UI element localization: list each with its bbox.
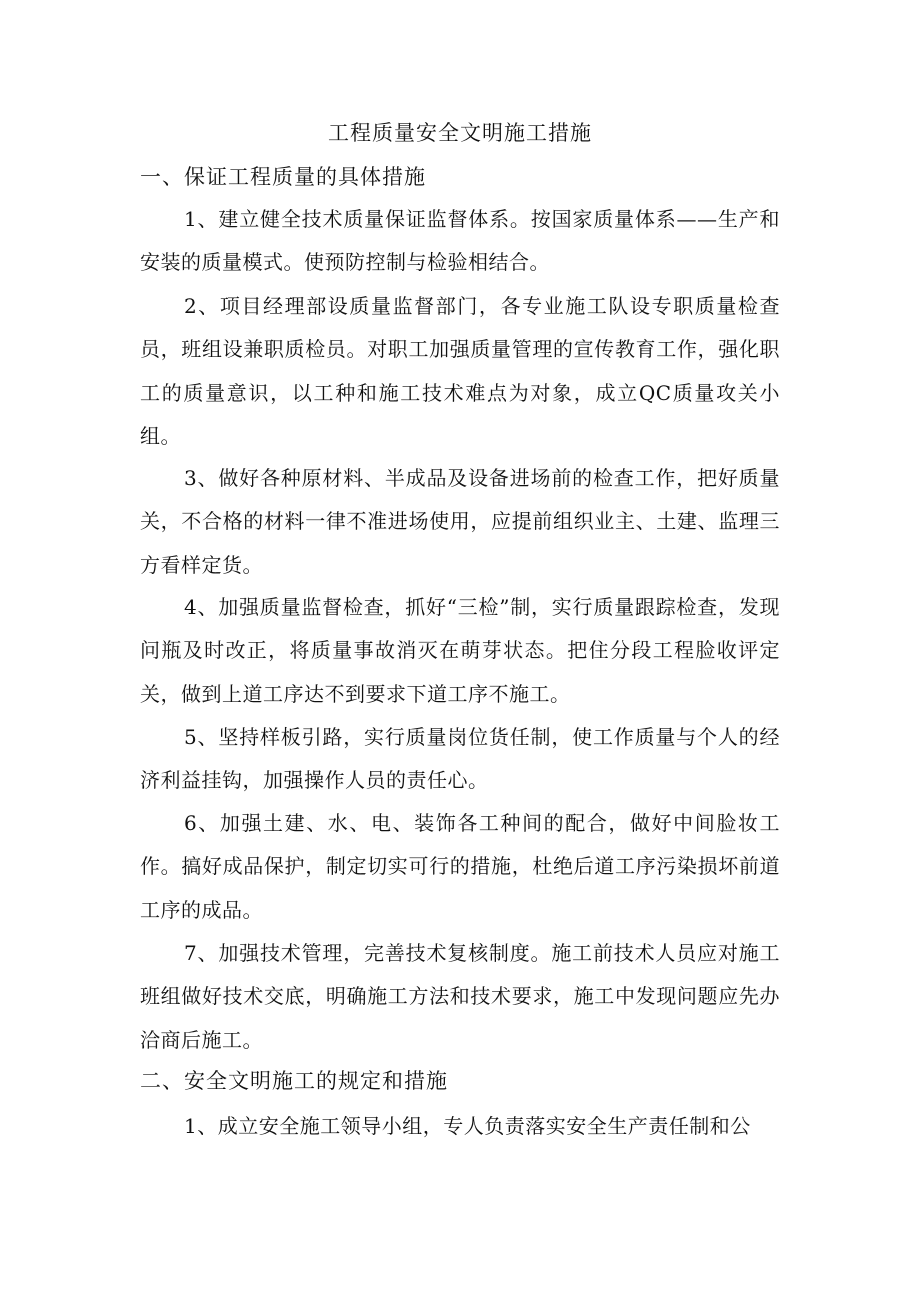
paragraph-quality-7: 7、加强技术管理，完善技术复核制度。施工前技术人员应对施工班组做好技术交底，明确施工方法和技术要求，施工中发现问题应先办洽商后施工。 [140,941,780,1052]
paragraph-quality-6: 6、加强土建、水、电、装饰各工种间的配合，做好中间脸妆工作。搞好成品保护，制定切实可行的措施，杜绝后道工序污染损坏前道工序的成品。 [140,811,780,922]
section-heading-safety: 二、安全文明施工的规定和措施 [140,1069,448,1093]
paragraph-quality-4: 4、加强质量监督检查，抓好“三检”制，实行质量跟踪检查，发现问瓶及时改正，将质量事故消灭在萌芽状态。把住分段工程脸收评定关，做到上道工序达不到要求下道工序不施工。 [140,595,780,706]
document-title: 工程质量安全文明施工措施 [328,121,592,145]
paragraph-quality-5: 5、坚持样板引路，实行质量岗位货任制，使工作质量与个人的经济利益挂钩，加强操作人员的责任心。 [140,725,780,793]
section-heading-quality: 一、保证工程质量的具体措施 [140,165,426,189]
paragraph-safety-1: 1、成立安全施工领导小组，专人负责落实安全生产责任制和公 [184,1114,751,1138]
paragraph-quality-1: 1、建立健全技术质量保证监督体系。按国家质量体系——生产和安装的质量模式。使预防控制与检验相结合。 [140,207,780,275]
paragraph-quality-2: 2、项目经理部设质量监督部门，各专业施工队设专职质量检查员，班组设兼职质检员。对职工加强质量管理的宣传教育工作，强化职工的质量意识，以工种和施工技术难点为对象，成立QC质量攻关小组。 [140,294,780,448]
paragraph-quality-3: 3、做好各种原材料、半成品及设备进场前的检查工作，把好质量关，不合格的材料一律不准进场使用，应提前组织业主、土建、监理三方看样定货。 [140,466,780,577]
